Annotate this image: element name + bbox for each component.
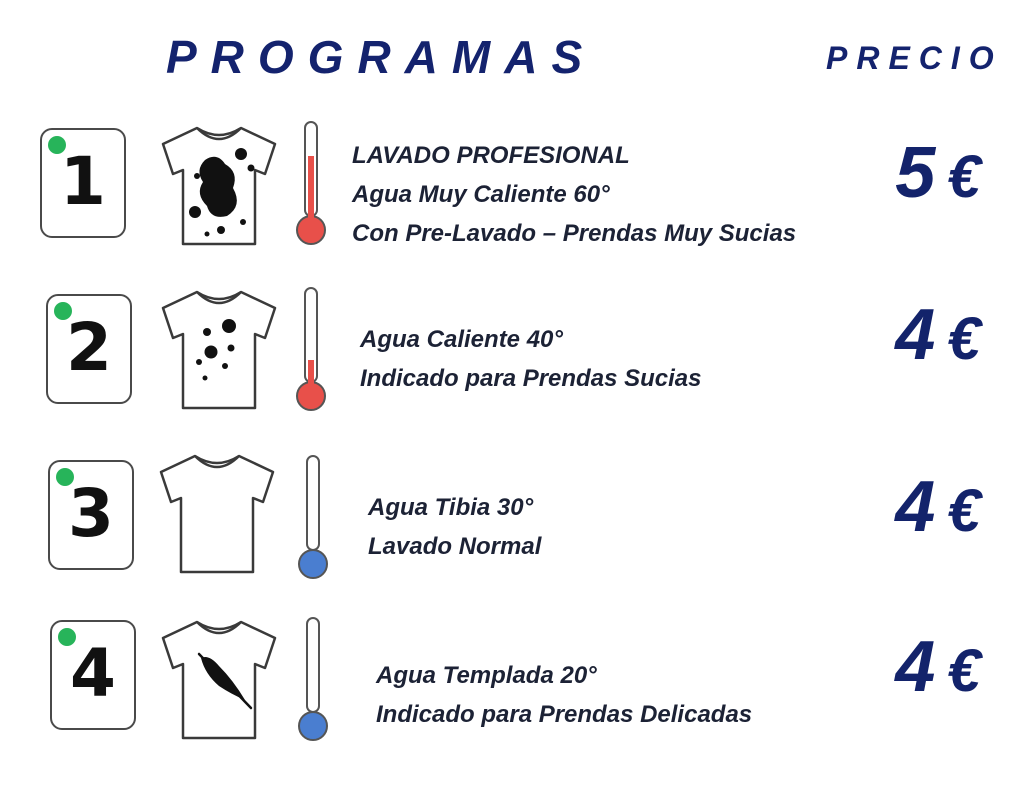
program-price [858, 626, 1018, 708]
price-amount: 4 [895, 295, 936, 375]
price-amount: 4 [895, 467, 936, 547]
program-line: LAVADO PROFESIONAL [352, 142, 630, 169]
program-number-box [40, 128, 126, 238]
price-amount: 5 [895, 133, 936, 213]
program-row-3[interactable] [0, 450, 1024, 590]
thermometer-cold-icon [296, 454, 330, 584]
program-line: Agua Caliente 40° [360, 326, 563, 353]
program-row-2[interactable] [0, 284, 1024, 424]
program-price [858, 466, 1018, 548]
program-line: Indicado para Prendas Sucias [360, 365, 702, 392]
currency-symbol: € [947, 477, 981, 544]
thermometer-hot-icon [294, 120, 328, 250]
delicate-shirt-icon [158, 616, 280, 741]
thermometer-cold-icon [296, 616, 330, 746]
clean-shirt-icon [156, 450, 278, 575]
program-number-box [50, 620, 136, 730]
currency-symbol: € [947, 637, 981, 704]
program-price [858, 132, 1018, 214]
currency-symbol: € [947, 305, 981, 372]
program-row-1[interactable] [0, 120, 1024, 260]
program-description [360, 320, 701, 398]
program-number-box [46, 294, 132, 404]
program-description [368, 488, 541, 566]
very-dirty-shirt-icon [158, 122, 280, 247]
program-price [858, 294, 1018, 376]
program-number: 1 [60, 143, 106, 220]
programs-title: PROGRAMAS [166, 31, 597, 83]
currency-symbol: € [947, 143, 981, 210]
program-line: Lavado Normal [368, 533, 542, 560]
program-line: Agua Tibia 30° [368, 494, 534, 521]
program-row-4[interactable] [0, 612, 1024, 752]
program-number: 2 [66, 309, 112, 386]
program-line: Indicado para Prendas Delicadas [376, 701, 753, 728]
program-line: Agua Muy Caliente 60° [352, 181, 610, 208]
program-number-box [48, 460, 134, 570]
program-number: 4 [70, 635, 116, 712]
program-line: Agua Templada 20° [376, 662, 597, 689]
program-description [352, 136, 796, 253]
dirty-shirt-icon [158, 286, 280, 411]
program-description [376, 656, 752, 734]
program-number: 3 [68, 475, 114, 552]
thermometer-hot-icon [294, 286, 328, 416]
price-title: PRECIO [826, 40, 1003, 76]
price-amount: 4 [895, 627, 936, 707]
program-line: Con Pre-Lavado – Prendas Muy Sucias [352, 220, 797, 247]
